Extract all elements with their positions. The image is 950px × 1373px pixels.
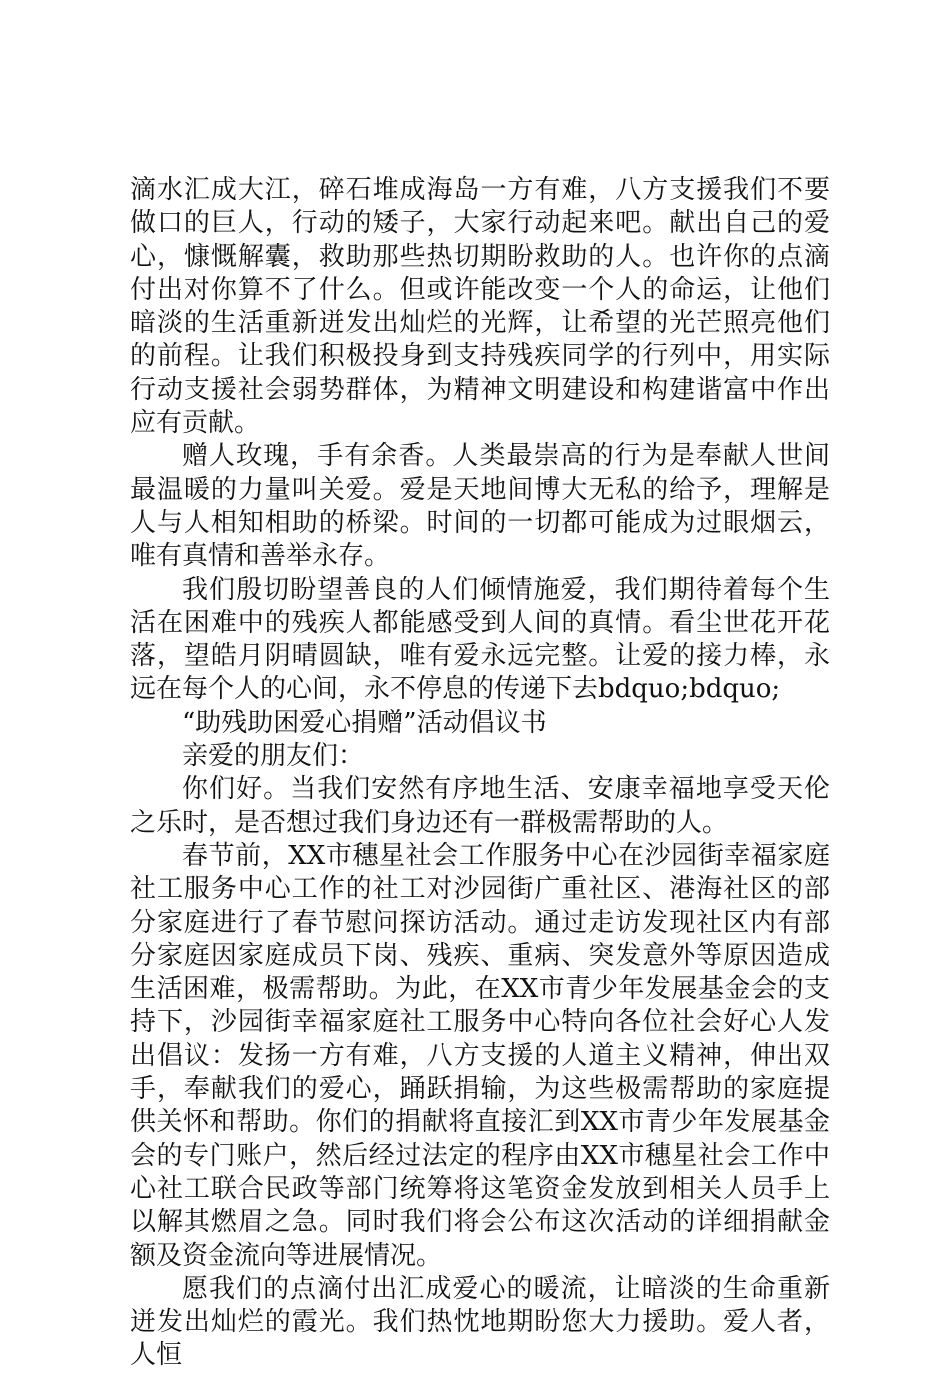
paragraph-greeting: 你们好。当我们安然有序地生活、安康幸福地享受天伦之乐时，是否想过我们身边还有一群极需帮助的人。 [130,774,830,838]
paragraph-roses: 赠人玫瑰，手有余香。人类最崇高的行为是奉献人世间最温暖的力量叫关爱。爱是天地间博大无私的给予，理解是人与人相知相助的桥梁。时间的一切都可能成为过眼烟云，唯有真情和善举永存。 [130,441,830,572]
document-body [130,174,830,1373]
paragraph-spring-festival: 春节前，XX市穗星社会工作服务中心在沙园街幸福家庭社工服务中心工作的社工对沙园街广重社区、港海社区的部分家庭进行了春节慰问探访活动。通过走访发现社区内有部分家庭因家庭成员下岗、残疾、重病、突发意外等原因造成生活困难，极需帮助。为此，在XX市青少年发展基金会的支持下，沙园街幸福家庭社工服务中心特向各位社会好心人发出倡议：发扬一方有难，八方支援的人道主义精神，伸出双手，奉献我们的爱心，踊跃捐输，为这些极需帮助的家庭提供关怀和帮助。你们的捐献将直接汇到XX市青少年发展基金会的专门账户，然后经过法定的程序由XX市穗星社会工作中心社工联合民政等部门统筹将这笔资金发放到相关人员手上以解其燃眉之急。同时我们将会公布这次活动的详细捐献金额及资金流向等进展情况。 [130,840,830,1271]
salutation: 亲爱的朋友们： [182,741,365,772]
paragraph-hope: 我们殷切盼望善良的人们倾情施爱，我们期待着每个生活在困难中的残疾人都能感受到人间的真情。看尘世花开花落，望皓月阴晴圆缺，唯有爱永远完整。让爱的接力棒，永远在每个人的心间，永不停息的传递下去bdquo;bdquo; [130,574,830,705]
section-title: “助残助困爱心捐赠”活动倡议书 [182,707,547,738]
paragraph-continuation: 滴水汇成大江，碎石堆成海岛一方有难，八方支援我们不要做口的巨人，行动的矮子，大家行动起来吧。献出自己的爱心，慷慨解囊，救助那些热切期盼救助的人。也许你的点滴付出对你算不了什么。但或许能改变一个人的命运，让他们暗淡的生活重新迸发出灿烂的光辉，让希望的光芒照亮他们的前程。让我们积极投身到支持残疾同学的行列中，用实际行动支援社会弱势群体，为精神文明建设和构建谐富中作出应有贡献。 [130,175,830,439]
paragraph-closing: 愿我们的点滴付出汇成爱心的暖流，让暗淡的生命重新迸发出灿烂的霞光。我们热忱地期盼您大力援助。爱人者，人恒 [130,1273,830,1371]
